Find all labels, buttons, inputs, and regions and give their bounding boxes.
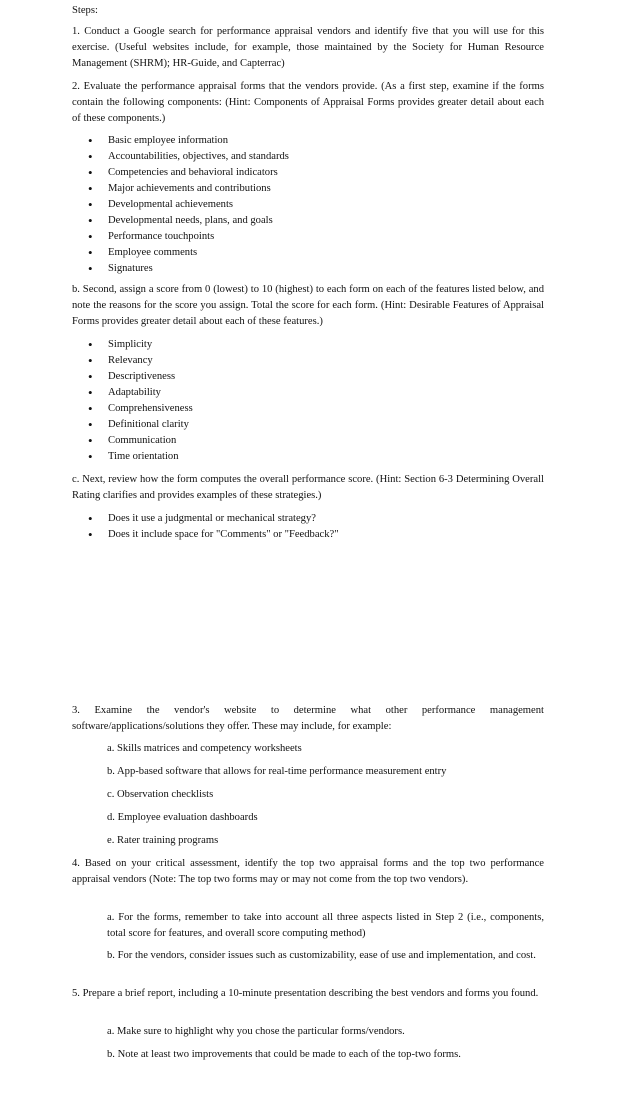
- list-item: • Adaptability: [88, 385, 193, 401]
- components-list: [88, 133, 289, 277]
- step-5a-paragraph: a. Make sure to highlight why you chose the particular forms/vendors.: [107, 1026, 405, 1037]
- step-4-paragraph: 4. Based on your critical assessment, identify the top two appraisal forms and the top two performance appraisal vendors (Note: The top two forms may or may not come from the top two vendors).: [72, 858, 544, 885]
- step-2b-paragraph: b. Second, assign a score from 0 (lowest) to 10 (highest) to each form on each of the features listed below, and note the reasons for the score you assign. Total the score for each form. (Hint: Desirable Features of Appraisal Forms provides greater detail about each of these features.): [72, 284, 544, 327]
- list-item: • Basic employee information: [88, 133, 289, 149]
- step-3-item: d. Employee evaluation dashboards: [107, 812, 258, 823]
- list-item: • Relevancy: [88, 353, 193, 369]
- list-item: • Simplicity: [88, 337, 193, 353]
- step-3-item: a. Skills matrices and competency worksheets: [107, 743, 302, 754]
- step-2c-paragraph: c. Next, review how the form computes the overall performance score. (Hint: Section 6-3 Determining Overall Rating clarifies and provides examples of these strategies.): [72, 474, 544, 501]
- list-item: • Signatures: [88, 261, 289, 277]
- features-list: [88, 337, 193, 465]
- step-4b-paragraph: b. For the vendors, consider issues such as customizability, ease of use and implementation, and cost.: [107, 950, 536, 961]
- scoring-questions-list: [88, 511, 339, 543]
- list-item: • Accountabilities, objectives, and standards: [88, 149, 289, 165]
- list-item: • Developmental achievements: [88, 197, 289, 213]
- step-3-item: c. Observation checklists: [107, 789, 214, 800]
- step-2-paragraph: 2. Evaluate the performance appraisal forms that the vendors provide. (As a first step, examine if the forms contain the following components: (Hint: Components of Appraisal Forms provides greater detail about each of these components.): [72, 81, 544, 124]
- step-5b-paragraph: b. Note at least two improvements that could be made to each of the top-two forms.: [107, 1049, 461, 1060]
- step-5-paragraph: 5. Prepare a brief report, including a 10-minute presentation describing the best vendors and forms you found.: [72, 988, 539, 999]
- list-item: • Time orientation: [88, 449, 193, 465]
- step-3-paragraph: 3. Examine the vendor's website to determine what other performance management software/applications/solutions they offer. These may include, for example:: [72, 705, 544, 732]
- step-4a-paragraph: a. For the forms, remember to take into account all three aspects listed in Step 2 (i.e., components, total score for features, and overall score computing method): [107, 912, 544, 939]
- list-item: • Comprehensiveness: [88, 401, 193, 417]
- step-1-paragraph: 1. Conduct a Google search for performance appraisal vendors and identify five that you will use for this exercise. (Useful websites include, for example, those maintained by the Society for Human Resource Management (SHRM); HR-Guide, and Capterrac): [72, 26, 544, 69]
- list-item: • Competencies and behavioral indicators: [88, 165, 289, 181]
- list-item: • Developmental needs, plans, and goals: [88, 213, 289, 229]
- list-item: • Communication: [88, 433, 193, 449]
- list-item: • Performance touchpoints: [88, 229, 289, 245]
- list-item: • Does it use a judgmental or mechanical strategy?: [88, 511, 339, 527]
- step-3-item: b. App-based software that allows for real-time performance measurement entry: [107, 766, 447, 777]
- list-item: • Does it include space for "Comments" or "Feedback?": [88, 527, 339, 543]
- steps-heading: Steps:: [72, 5, 98, 16]
- list-item: • Definitional clarity: [88, 417, 193, 433]
- list-item: • Major achievements and contributions: [88, 181, 289, 197]
- step-3-item: e. Rater training programs: [107, 835, 219, 846]
- list-item: • Employee comments: [88, 245, 289, 261]
- list-item: • Descriptiveness: [88, 369, 193, 385]
